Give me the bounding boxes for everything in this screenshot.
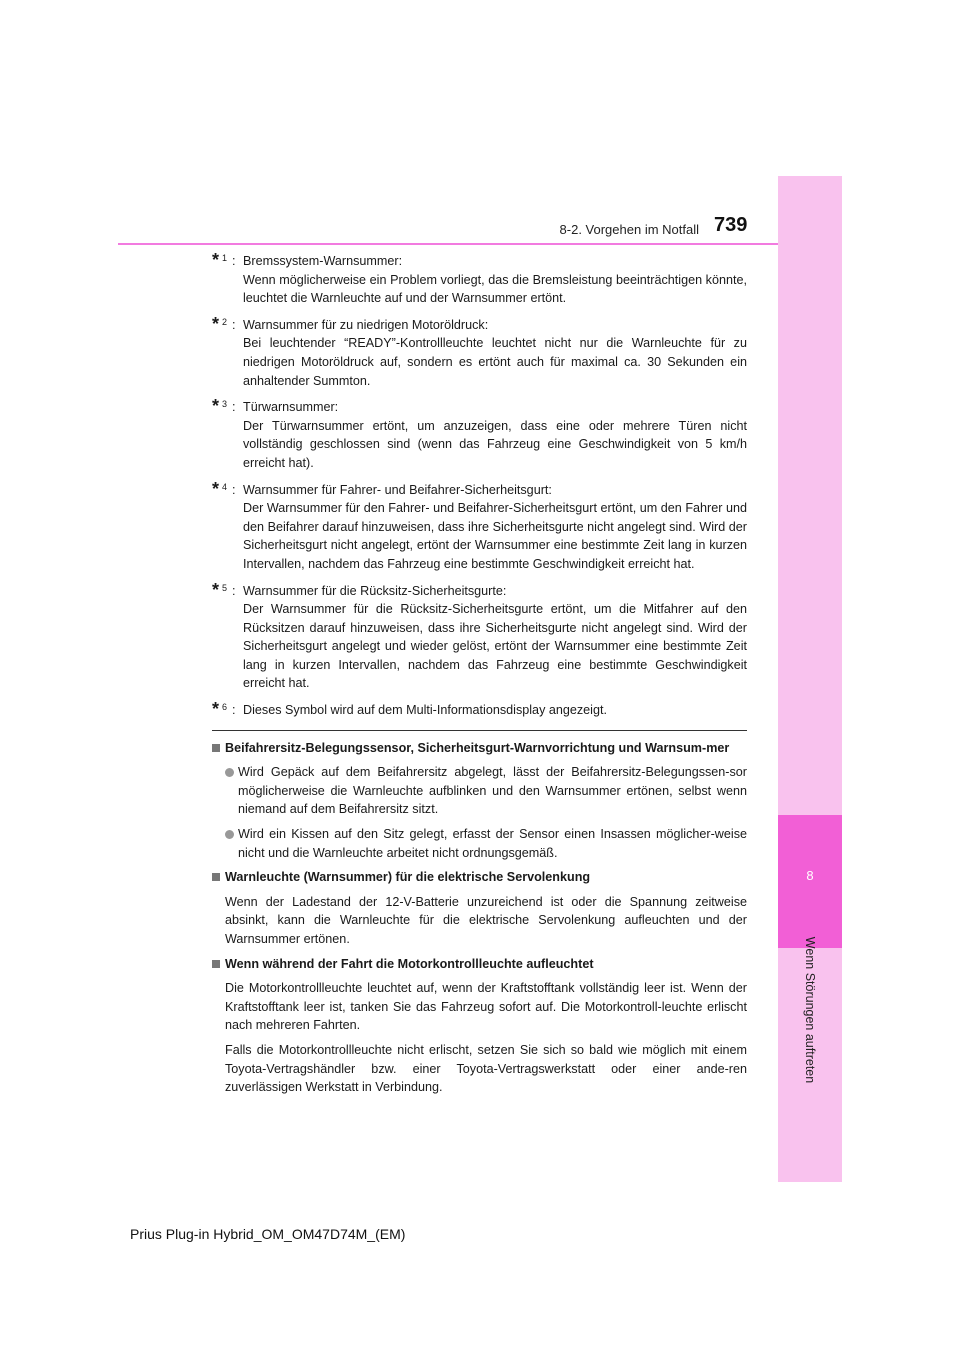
chapter-number: 8	[806, 868, 814, 883]
asterisk-mark: *	[212, 250, 220, 270]
circle-bullet-icon	[225, 830, 234, 839]
chapter-title: Wenn Störungen auftreten	[803, 936, 817, 1084]
footnote-colon: :	[232, 583, 236, 598]
footnote-title: Warnsummer für zu niedrigen Motoröldruck:	[243, 317, 489, 332]
square-bullet-icon	[212, 744, 220, 752]
asterisk-mark: *	[212, 579, 220, 600]
divider	[212, 730, 747, 731]
footer-doc-id: Prius Plug-in Hybrid_OM_OM47D74M_(EM)	[130, 1226, 406, 1242]
footnote-number: 1	[222, 253, 228, 263]
section-paragraph: Wenn der Ladestand der 12-V-Batterie unzureichend ist oder die Spannung zeitweise absinkt, kann die Warnleuchte für die elektrische Servolenkung aufleuchten und der Warnsummer ertönen.	[225, 894, 747, 946]
footnote	[212, 252, 747, 308]
footnote	[212, 478, 747, 574]
footnote	[212, 398, 747, 472]
section-heading	[212, 955, 747, 974]
footnote-number: 5	[222, 582, 228, 593]
footnote-title: Warnsummer für Fahrer- und Beifahrer-Sicherheitsgurt:	[243, 482, 552, 497]
footnote-number: 3	[222, 399, 228, 410]
footnote	[212, 313, 747, 390]
asterisk-mark: *	[212, 478, 220, 499]
footnote-text: Der Warnsummer für den Fahrer- und Beifahrer-Sicherheitsgurt ertönt, um den Fahrer und den Beifahrer darauf hinzuweisen, dass ihre Sicherheitsgurte nicht angelegt sind. Wird der Sicherheitsgurt nicht angelegt, ertönt der Warnsummer eine bestimmte Zeit lang in kurzen Intervallen, nachdem das Fahrzeug eine bestimmte Geschwindigkeit erreicht hat.	[243, 501, 747, 571]
page-number: 739	[714, 214, 748, 236]
footnote-text: Der Warnsummer für die Rücksitz-Sicherheitsgurte ertönt, um die Mitfahrer auf den Rücksitzen darauf hinzuweisen, dass ihre Sicherheitsgurte nicht angelegt sind. Wird der Sicherheitsgurt angelegt und wieder gelöst, ertönt der Warnsummer eine bestimmte Zeit lang in kurzen Intervallen, nachdem das Fahrzeug eine bestimmte Geschwindigkeit erreicht hat.	[243, 602, 747, 691]
footnote-colon: :	[232, 254, 236, 268]
footnote-number: 2	[222, 316, 228, 327]
bullet-text: Wird ein Kissen auf den Sitz gelegt, erfasst der Sensor einen Insassen möglicher-weise nicht und die Warnleuchte arbeitet nicht ordnungsgemäß.	[238, 827, 747, 860]
footnote-title: Warnsummer für die Rücksitz-Sicherheitsgurte:	[243, 583, 507, 598]
section-heading-text: Warnleuchte (Warnsummer) für die elektrische Servolenkung	[225, 870, 591, 885]
bullet-text: Wird Gepäck auf dem Beifahrersitz abgelegt, lässt der Beifahrersitz-Belegungssen-sor möglicherweise die Warnleuchte aufblinken und den Warnsummer ertönen, selbst wenn niemand auf dem Beifahrersitz sitzt.	[238, 765, 747, 817]
bullet-item	[225, 763, 747, 819]
section-title: 8-2. Vorgehen im Notfall	[559, 222, 699, 237]
section-heading	[212, 868, 747, 887]
section-paragraph: Falls die Motorkontrollleuchte nicht erlischt, setzen Sie sich so bald wie möglich mit einem Toyota-Vertragshändler bzw. einer Toyota-Vertragswerkstatt oder einer ande-ren zuverlässigen Werkstatt in Verbindung.	[225, 1042, 747, 1095]
footnote-text: Wenn möglicherweise ein Problem vorliegt, das die Bremsleistung beeinträchtigen könnte, leuchtet die Warnleuchte auf und der Warnsummer ertönt.	[243, 272, 747, 306]
footnote	[212, 701, 747, 720]
asterisk-mark: *	[212, 396, 220, 417]
section-heading-text: Beifahrersitz-Belegungssensor, Sicherheitsgurt-Warnvorrichtung und Warnsum-mer	[225, 740, 730, 755]
footnote-colon: :	[232, 482, 236, 497]
header-rule	[118, 243, 778, 245]
section-heading	[212, 739, 747, 758]
info-sections	[212, 739, 747, 1097]
footnote-colon: :	[232, 703, 236, 718]
asterisk-mark: *	[212, 699, 220, 720]
footnote-text: Dieses Symbol wird auf dem Multi-Informationsdisplay angezeigt.	[243, 703, 607, 718]
footnote-number: 4	[222, 481, 228, 492]
footnote-text: Bei leuchtender “READY”-Kontrollleuchte leuchtet nicht nur die Warnleuchte für zu niedrigen Motoröldruck auf, sondern es ertönt auch für maximal ca. 30 Sekunden ein anhaltender Summton.	[243, 336, 747, 388]
footnote-colon: :	[232, 317, 236, 332]
section-heading-text: Wenn während der Fahrt die Motorkontrollleuchte aufleuchtet	[225, 956, 594, 971]
footnote-title: Bremssystem-Warnsummer:	[243, 254, 403, 268]
footnote	[212, 579, 747, 694]
section-paragraph: Die Motorkontrollleuchte leuchtet auf, wenn der Kraftstofftank vollständig leer ist. Wenn der Kraftstofftank leer ist, tanken Sie das Fahrzeug sofort auf. Die Motorkontroll-leuchte erlischt nach mehreren Fahrten.	[225, 981, 747, 1033]
circle-bullet-icon	[225, 768, 234, 777]
page-content	[212, 252, 747, 1103]
bullet-item	[225, 825, 747, 862]
footnotes	[212, 252, 747, 720]
square-bullet-icon	[212, 960, 220, 968]
footnote-colon: :	[232, 400, 236, 415]
square-bullet-icon	[212, 873, 220, 881]
footnote-title: Türwarnsummer:	[243, 400, 339, 415]
asterisk-mark: *	[212, 313, 220, 334]
footnote-text: Der Türwarnsummer ertönt, um anzuzeigen, dass eine oder mehrere Türen nicht vollständig geschlossen sind (wenn das Fahrzeug eine Geschwindigkeit von 5 km/h erreicht hat).	[243, 418, 747, 470]
footnote-number: 6	[222, 702, 228, 713]
